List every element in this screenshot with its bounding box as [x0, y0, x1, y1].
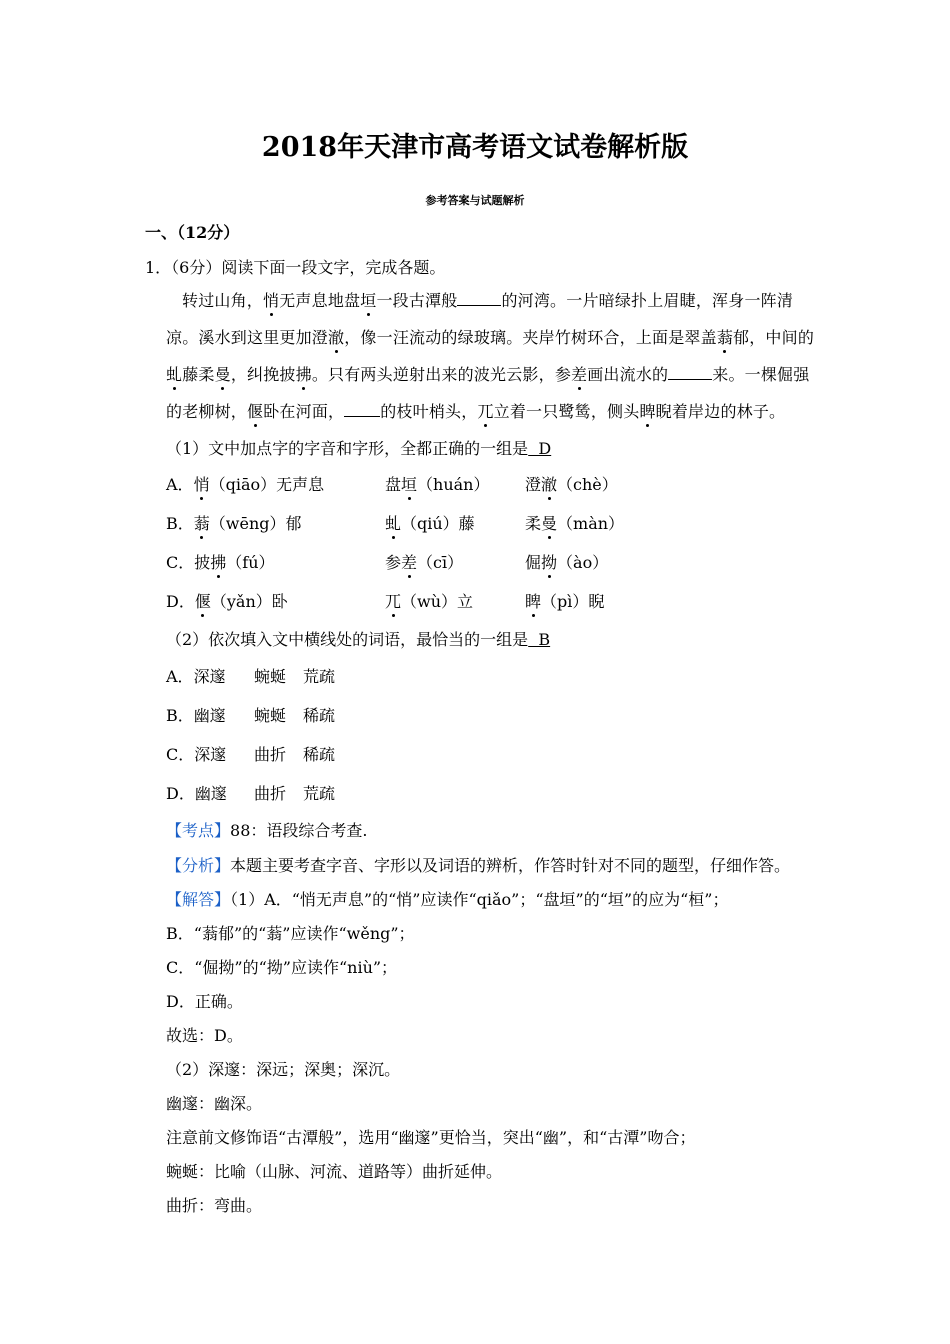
dotted-char: 兀	[477, 402, 494, 421]
dotted-char: 垣	[401, 475, 418, 494]
dotted-char: 拂	[210, 553, 227, 572]
dotted-char: 兀	[385, 592, 402, 611]
jieda-text-line: 曲折：弯曲。	[166, 1196, 263, 1215]
dotted-char: 睥	[525, 592, 542, 611]
jieda-text-line: 蜿蜒：比喻（山脉、河流、道路等）曲折延伸。	[166, 1162, 503, 1181]
dotted-char: 澈	[541, 475, 558, 494]
kaodian-line: 【考点】88：语段综合考查.	[166, 821, 368, 840]
dotted-char: 虬	[385, 514, 402, 533]
dotted-char: 蓊	[193, 514, 210, 533]
fill-blank-3	[344, 402, 380, 417]
dotted-char: 悄	[193, 475, 210, 494]
dotted-char: 睥	[639, 402, 656, 421]
passage-line-1: 转过山角，悄无声息地盘垣一段古潭般 的河湾。一片暗绿扑上眉睫，浑身一阵清	[182, 291, 794, 310]
section-heading: 一、（12分）	[145, 223, 240, 242]
dotted-char: 差	[401, 553, 418, 572]
dotted-char: 拂	[295, 365, 312, 384]
page-subtitle: 参考答案与试题解析	[425, 194, 525, 207]
dotted-char: 悄	[263, 291, 280, 310]
dotted-char: 曼	[214, 365, 231, 384]
jieda-tag: 【解答】	[166, 890, 231, 909]
kaodian-tag: 【考点】	[166, 821, 231, 840]
dotted-char: 偃	[247, 402, 264, 421]
document-page: 2018年天津市高考语文试卷解析版 参考答案与试题解析 一、（12分） 1．（6分）阅读下面一段文字，完成各题。 转过山角，悄无声息地盘垣一段古潭般 的河湾。一片暗绿扑上眉睫，浑身一阵清 凉。溪水到这里更加澄澈，像一汪流动的绿玻璃。夹岸竹树环合，上面是翠盖蓊郁，中间的 虬藤柔曼，纠挽披拂。只有两头逆射出来的波光云影，参差画出流水的 来。一棵倔强 的老柳树，偃卧在河面， 的枝叶梢头，兀立着一只鹭鸶，侧头睥睨着岸边的林子。 （1）文中加点字的字音和字形，全都正确的一组是 D A．悄（qiāo）无声息 盘垣（huán） 澄澈（chè） B．蓊（wēng）郁 虬（qiú）藤 柔曼（màn） C．披拂（fú） 参差（cī） 倔拗（ào） D．偃（yǎn）卧 兀（wù）立 睥（pì）睨 （2）依次填入文中横线处的词语，最恰当的一组是 B A．深邃 蜿蜒 荒疏 B．幽邃 蜿蜒 稀疏 C．深邃 曲折 稀疏 D．幽邃 曲折 荒疏 【考点】88：语段综合考查. 【分析】本题主要考查字音、字形以及词语的辨析，作答时针对不同的题型，仔细作答。 【解答】（1）A．“悄无声息”的“悄”应读作“qiǎo”；“盘垣”的“垣”的应为“桓”； B．“蓊郁”的“蓊”应读作“wěng”； C．“倔拗”的“拗”应读作“niù”； D．正确。 故选：D。 （2）深邃：深远；深奥；深沉。 幽邃：幽深。 注意前文修饰语“古潭般”，选用“幽邃”更恰当，突出“幽”，和“古潭”吻合； 蜿蜒：比喻（山脉、河流、道路等）曲折延伸。 曲折：弯曲。	[0, 0, 950, 1344]
dotted-char: 曼	[541, 514, 558, 533]
fill-blank-1	[457, 291, 501, 306]
dotted-char: 蓊	[716, 328, 734, 347]
fenxi-tag: 【分析】	[166, 856, 231, 875]
page-title: 2018年天津市高考语文试卷解析版	[261, 132, 689, 163]
subquestion-2-answer: B	[528, 630, 551, 649]
subquestion-1-prompt: （1）文中加点字的字音和字形，全都正确的一组是 D	[166, 439, 552, 458]
fenxi-line: 【分析】本题主要考查字音、字形以及词语的辨析，作答时针对不同的题型，仔细作答。	[166, 856, 791, 875]
jieda-text-line: 故选：D。	[166, 1026, 243, 1045]
jieda-text-line: （2）深邃：深远；深奥；深沉。	[166, 1060, 401, 1079]
dotted-char: 偃	[194, 592, 211, 611]
jieda-line: 【解答】（1）A．“悄无声息”的“悄”应读作“qiǎo”；“盘垣”的“垣”的应为“桓”；	[166, 890, 729, 909]
passage-line-4: 的老柳树，偃卧在河面， 的枝叶梢头，兀立着一只鹭鸶，侧头睥睨着岸边的林子。	[166, 402, 786, 421]
jieda-text-line: B．“蓊郁”的“蓊”应读作“wěng”；	[166, 924, 415, 943]
dotted-char: 虬	[166, 365, 183, 384]
fill-blank-2	[668, 365, 712, 380]
passage-line-3: 虬藤柔曼，纠挽披拂。只有两头逆射出来的波光云影，参差画出流水的 来。一棵倔强	[166, 365, 810, 384]
jieda-text-line: 注意前文修饰语“古潭般”，选用“幽邃”更恰当，突出“幽”，和“古潭”吻合；	[166, 1128, 696, 1147]
dotted-char: 拗	[541, 553, 558, 572]
jieda-text-line: D．正确。	[166, 992, 243, 1011]
dotted-char: 澈	[328, 328, 345, 347]
jieda-text-line: 幽邃：幽深。	[166, 1094, 263, 1113]
subquestion-1-answer: D	[528, 439, 552, 458]
dotted-char: 垣	[360, 291, 377, 310]
question-stem: 1．（6分）阅读下面一段文字，完成各题。	[145, 258, 446, 277]
subquestion-2-prompt: （2）依次填入文中横线处的词语，最恰当的一组是 B	[166, 630, 551, 649]
passage-line-2: 凉。溪水到这里更加澄澈，像一汪流动的绿玻璃。夹岸竹树环合，上面是翠盖蓊郁，中间的	[166, 328, 815, 347]
jieda-text-line: C．“倔拗”的“拗”应读作“niù”；	[166, 958, 398, 977]
dotted-char: 差	[571, 365, 588, 384]
